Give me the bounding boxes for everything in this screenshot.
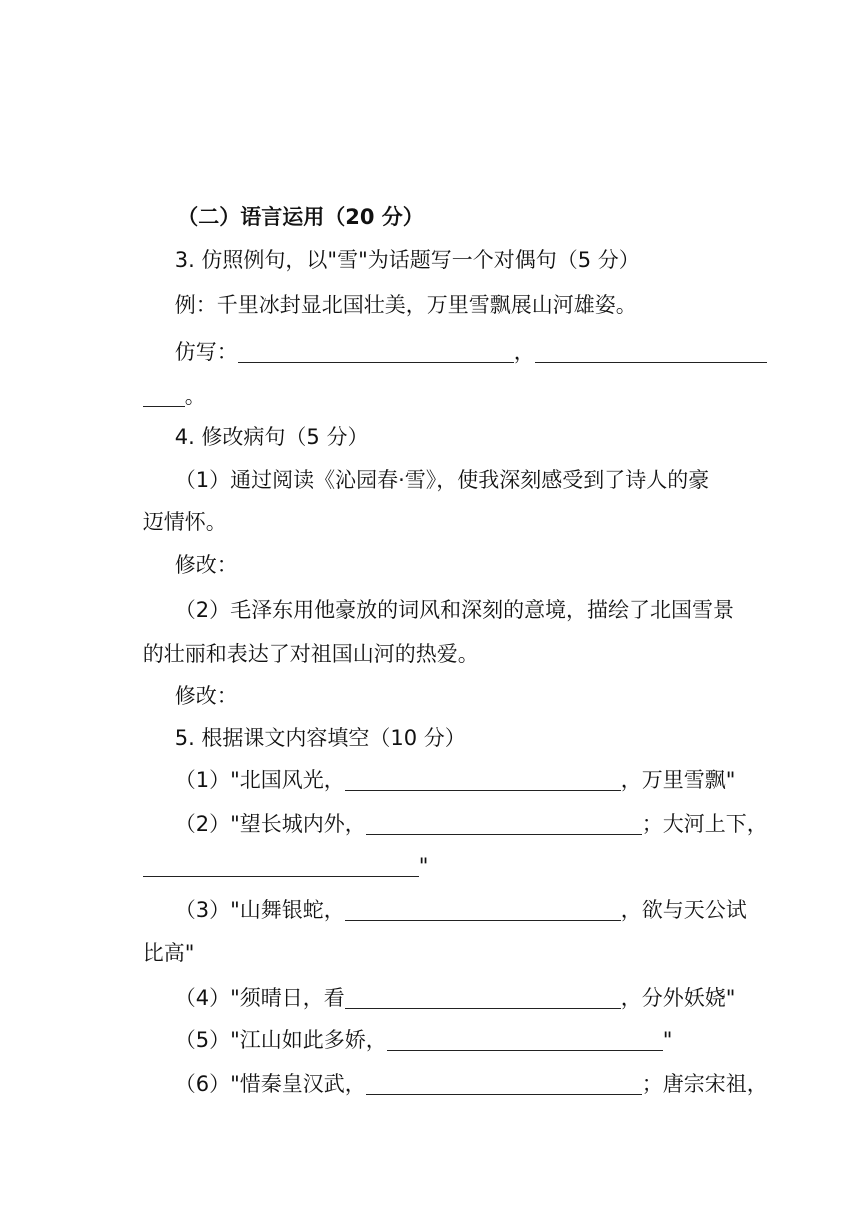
fill-item-6-prefix: （6）"惜秦皇汉武，: [174, 1072, 366, 1096]
fill-item-3-line-2: 比高": [142, 941, 195, 965]
section-heading: [0, 157, 860, 229]
fill-item-1-suffix: ，万里雪飘": [620, 768, 736, 792]
fill-item-4: [0, 938, 860, 1010]
question-3-answer-continue: [0, 336, 860, 408]
fill-item-5-suffix: ": [662, 1028, 673, 1052]
answer-separator: ，: [513, 340, 535, 364]
fill-item-6-suffix: ；唐宗宋祖，: [641, 1072, 768, 1096]
fill-item-4-suffix: ，分外妖娆": [620, 986, 736, 1010]
sentence-2-line-2: 的壮丽和表达了对祖国山河的热爱。: [142, 642, 479, 666]
question-4-sentence-1: [0, 420, 860, 492]
fill-item-3-cont: [0, 893, 860, 965]
fill-item-3: [0, 850, 860, 922]
question-3-title: [0, 200, 860, 272]
question-4-sentence-1-cont: [0, 462, 860, 534]
question-4-fix-1[interactable]: [0, 505, 860, 577]
fix-label-1: 修改：: [174, 553, 238, 577]
fill-blank-6[interactable]: [366, 1065, 642, 1095]
fill-item-2-prefix: （2）"望长城内外，: [174, 812, 366, 836]
example-sentence: 例：千里冰封显北国壮美，万里雪飘展山河雄姿。: [174, 293, 637, 317]
fill-item-5-prefix: （5）"江山如此多娇，: [174, 1028, 387, 1052]
question-4-fix-2[interactable]: [0, 636, 860, 708]
fill-item-2-end: ": [418, 854, 429, 878]
question-3-example: [0, 245, 860, 317]
fill-item-4-prefix: （4）"须晴日，看: [174, 986, 345, 1010]
question-4-sentence-2-cont: [0, 594, 860, 666]
question-5-title: [0, 678, 860, 750]
section-heading-text: （二）语言运用（20 分）: [177, 205, 424, 229]
fill-item-5: [0, 980, 860, 1052]
sentence-1-line-1: （1）通过阅读《沁园春·雪》，使我深刻感受到了诗人的豪: [174, 468, 710, 492]
question-5-title-text: 5. 根据课文内容填空（10 分）: [174, 726, 466, 750]
fill-item-1: [0, 720, 860, 792]
answer-label: 仿写：: [174, 340, 238, 364]
question-4-title-text: 4. 修改病句（5 分）: [174, 425, 369, 449]
fill-item-2-middle: ；大河上下，: [641, 812, 768, 836]
sentence-1-line-2: 迈情怀。: [142, 510, 227, 534]
fix-label-2: 修改：: [174, 684, 238, 708]
sentence-2-line-1: （2）毛泽东用他豪放的词风和深刻的意境，描绘了北国雪景: [174, 598, 735, 622]
fill-item-6: [0, 1024, 860, 1096]
question-3-title-text: 3. 仿照例句，以"雪"为话题写一个对偶句（5 分）: [174, 248, 640, 272]
question-4-title: [0, 377, 860, 449]
fill-item-1-prefix: （1）"北国风光，: [174, 768, 345, 792]
fill-item-3-prefix: （3）"山舞银蛇，: [174, 898, 345, 922]
fill-item-2-cont: [0, 806, 860, 878]
answer-end-mark: 。: [184, 384, 206, 408]
question-4-sentence-2: [0, 550, 860, 622]
fill-item-3-suffix: ，欲与天公试: [620, 898, 747, 922]
question-3-answer-line: [0, 292, 860, 364]
fill-item-2: [0, 764, 860, 836]
